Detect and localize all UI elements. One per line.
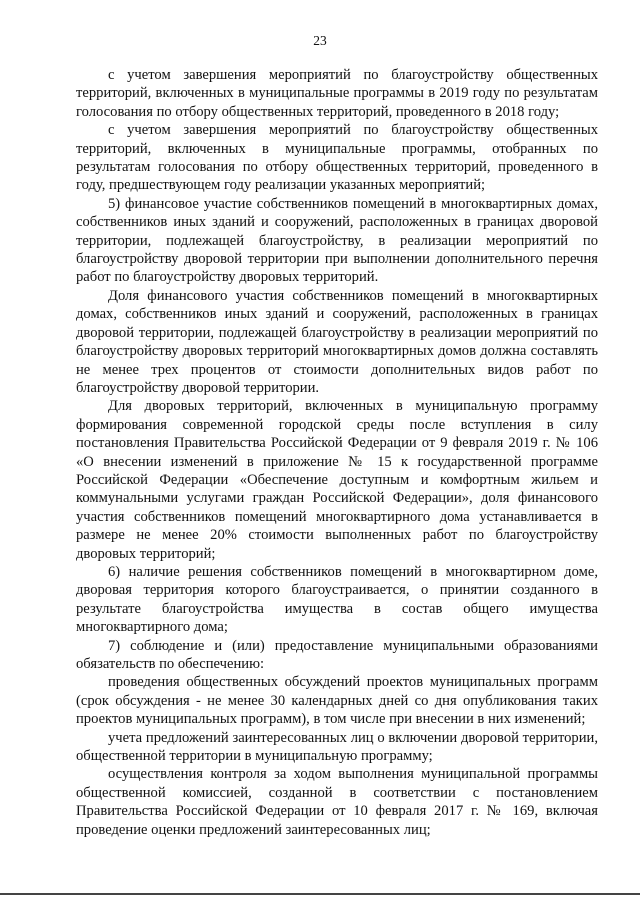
paragraph-item-5-financial-participation: 5) финансовое участие собственников помещений в многоквартирных домах, собственников иных зданий и сооружений, расположенных в границах дворовой территории, подлежащей благоустройству, в реализации мероприятий по благоустройству дворовой территории при выполнении дополнительного перечня работ по благоустройству дворовых территорий.	[76, 195, 598, 286]
page-bottom-divider	[0, 893, 640, 895]
paragraph-public-discussions: проведения общественных обсуждений проектов муниципальных программ (срок обсуждения - не менее 30 календарных дней со дня опубликования таких проектов муниципальных программ), в том числе при внесении в них изменений;	[76, 674, 598, 728]
paragraph-courtyard-territories-2019: Для дворовых территорий, включенных в муниципальную программу формирования современной городской среды после вступления в силу постановления Правительства Российской Федерации от 9 февраля 2019 г. № 106 «О внесении изменений в приложение № 15 к государственной программе Российской Федерации «Обеспечение доступным и комфортным жильем и коммунальными услугами граждан Российской Федерации», доля финансового участия собственников помещений многоквартирного дома устанавливается в размере не менее 20% стоимости выполненных работ по благоустройству дворовых территорий;	[76, 398, 598, 562]
paragraph-participation-share: Доля финансового участия собственников помещений в многоквартирных домах, собственников иных зданий и сооружений, расположенных в границах дворовой территории, подлежащей благоустройству в реализации мероприятий по благоустройству дворовых территорий многоквартирных домов должна составлять не менее трех процентов от стоимости дополнительных видов работ по благоустройству дворовой территории.	[76, 287, 598, 396]
document-body	[76, 66, 598, 839]
paragraph-proposals-accounting: учета предложений заинтересованных лиц о включении дворовой территории, общественной территории в муниципальную программу;	[76, 729, 598, 765]
paragraph-public-territories-2019: с учетом завершения мероприятий по благоустройству общественных территорий, включенных в муниципальные программы в 2019 году по результатам голосования по отбору общественных территорий, проведенного в 2018 году;	[76, 67, 598, 120]
paragraph-public-territories-previous-year: с учетом завершения мероприятий по благоустройству общественных территорий, включенных в муниципальные программы, отобранных по результатам голосования по отбору общественных территорий, проведенного в году, предшествующем году реализации указанных мероприятий;	[76, 122, 598, 194]
page-number: 23	[313, 33, 327, 48]
paragraph-item-6-owners-decision: 6) наличие решения собственников помещений в многоквартирном доме, дворовая территория которого благоустраивается, о принятии созданного в результате благоустройства имущества в состав общего имущества многоквартирного дома;	[76, 563, 598, 636]
paragraph-item-7-obligations: 7) соблюдение и (или) предоставление муниципальными образованиями обязательств по обеспечению:	[76, 637, 598, 672]
paragraph-program-control: осуществления контроля за ходом выполнения муниципальной программы общественной комиссией, созданной в соответствии с постановлением Правительства Российской Федерации от 10 февраля 2017 г. № 169, включая проведение оценки предложений заинтересованных лиц;	[76, 766, 598, 838]
